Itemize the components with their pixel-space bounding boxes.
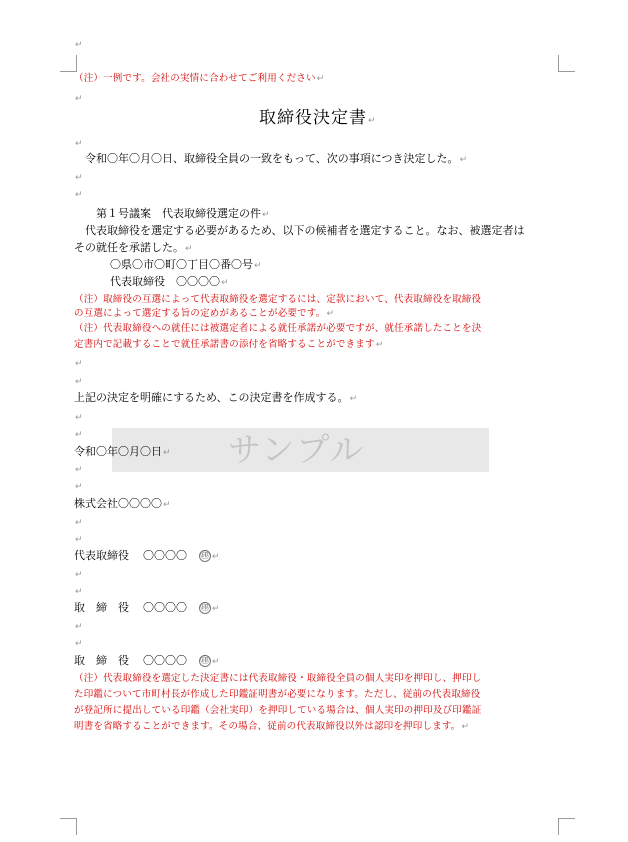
signer-line-3: 取 締 役 〇〇〇〇 ㊞ ↵ [74, 654, 220, 667]
intro-text: 令和〇年〇月〇日、取締役全員の一致をもって、次の事項につき決定した。↵ [85, 152, 468, 165]
empty-paragraph: ↵ [75, 518, 83, 528]
bottom-note-line-2: た印鑑について市町村長が作成した印鑑証明書が必要になります。ただし、従前の代表取締役 [74, 689, 481, 700]
agenda-note-2-line-1: （注）代表取締役への就任には被選定者による就任承諾が必要ですが、就任承諾したことを決 [74, 323, 482, 334]
margin-corner-bottom-left [60, 818, 77, 835]
company-name: 株式会社〇〇〇〇↵ [74, 497, 171, 510]
empty-paragraph: ↵ [75, 359, 83, 369]
candidate-address: 〇県〇市〇町〇丁目〇番〇号↵ [110, 258, 262, 271]
closing-text: 上記の決定を明確にするため、この決定書を作成する。↵ [74, 391, 358, 404]
empty-paragraph: ↵ [75, 622, 83, 632]
bottom-note-line-4: 明書を省略することができます。その場合、従前の代表取締役以外は認印を押印します。↵ [74, 721, 470, 732]
agenda-note-2-line-2: 定書内で記載することで就任承諾書の添付を省略することができます↵ [74, 339, 384, 350]
empty-paragraph: ↵ [75, 570, 83, 580]
signer-name: 〇〇〇〇 [143, 601, 187, 614]
empty-paragraph: ↵ [75, 190, 83, 200]
signer-line-2: 取 締 役 〇〇〇〇 ㊞ ↵ [74, 601, 220, 614]
empty-paragraph: ↵ [75, 139, 83, 149]
empty-paragraph: ↵ [75, 173, 83, 183]
empty-paragraph: ↵ [75, 377, 83, 387]
signer-line-1: 代表取締役 〇〇〇〇 ㊞ ↵ [74, 549, 220, 562]
empty-paragraph: ↵ [75, 587, 83, 597]
empty-paragraph: ↵ [75, 535, 83, 545]
signer-role: 取 締 役 [74, 601, 129, 614]
empty-paragraph: ↵ [75, 94, 83, 104]
candidate-name: 代表取締役 〇〇〇〇↵ [110, 275, 229, 288]
agenda-note-1-line-1: （注）取締役の互選によって代表取締役を選定するには、定款において、代表取締役を取締役 [74, 294, 482, 305]
margin-corner-top-left [60, 55, 77, 72]
date-line: 令和〇年〇月〇日↵ [74, 445, 171, 458]
empty-paragraph: ↵ [75, 40, 83, 50]
watermark-text: サンプル [228, 430, 366, 469]
margin-corner-bottom-right [558, 818, 575, 835]
empty-paragraph: ↵ [75, 430, 83, 440]
empty-paragraph: ↵ [75, 639, 83, 649]
bottom-note-line-1: （注）代表取締役を選定した決定書には代表取締役・取締役全員の個人実印を押印し、押印し [74, 673, 482, 684]
seal-icon: ㊞ [200, 656, 210, 666]
signer-name: 〇〇〇〇 [143, 654, 187, 667]
empty-paragraph: ↵ [75, 465, 83, 475]
agenda-heading: 第１号議案 代表取締役選定の件↵ [96, 207, 270, 220]
agenda-body-line-1: 代表取締役を選定する必要があるため、以下の候補者を選定すること。なお、被選定者は [85, 224, 525, 237]
agenda-note-1-line-2: の互選によって選定する旨の定めがあることが必要です。↵ [74, 308, 335, 319]
document-title: 取締役決定書↵ [259, 108, 377, 128]
empty-paragraph: ↵ [75, 482, 83, 492]
seal-icon: ㊞ [200, 603, 210, 613]
agenda-body-line-2: その就任を承諾した。↵ [74, 241, 193, 254]
signer-name: 〇〇〇〇 [143, 549, 187, 562]
signer-role: 代表取締役 [74, 549, 129, 562]
signer-role: 取 締 役 [74, 654, 129, 667]
top-note: （注）一例です。会社の実情に合わせてご利用ください↵ [74, 73, 325, 84]
seal-icon: ㊞ [200, 551, 210, 561]
bottom-note-line-3: が登記所に提出している印鑑（会社実印）を押印している場合は、個人実印の押印及び印鑑証 [74, 705, 482, 716]
margin-corner-top-right [558, 55, 575, 72]
empty-paragraph: ↵ [75, 413, 83, 423]
